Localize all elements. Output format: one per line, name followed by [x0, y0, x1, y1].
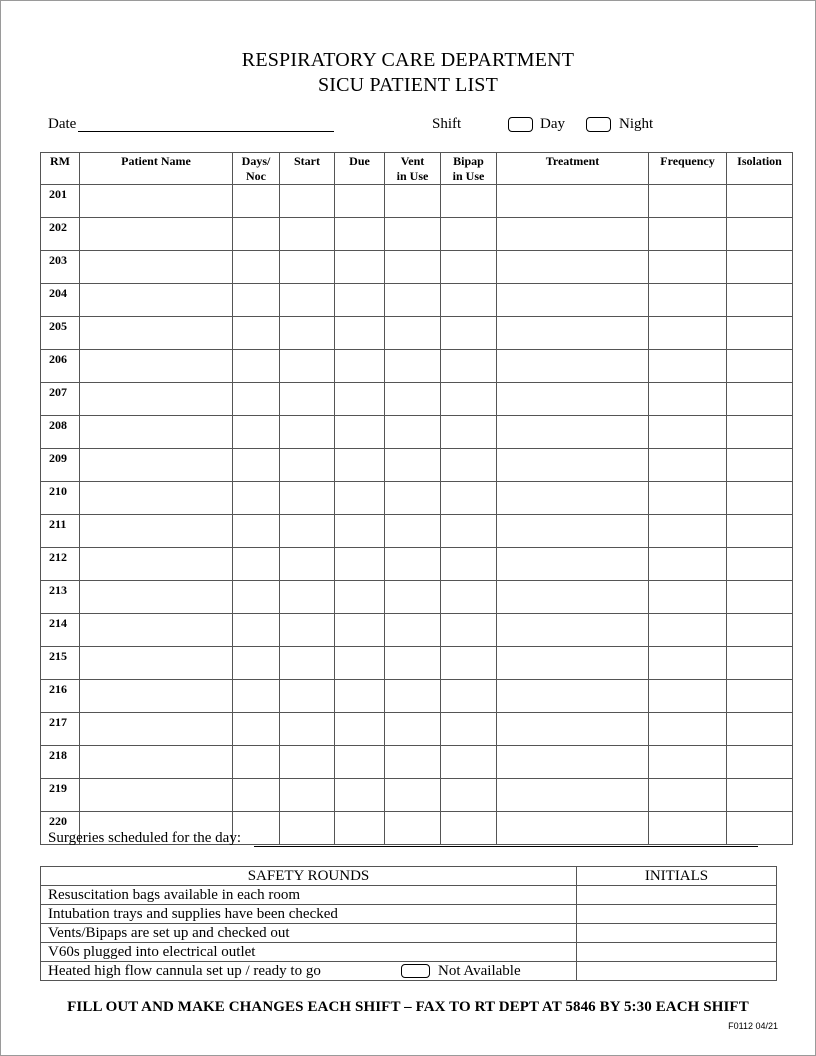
entry-cell[interactable]: [649, 581, 727, 614]
entry-cell[interactable]: [233, 581, 280, 614]
entry-cell[interactable]: [441, 515, 497, 548]
entry-cell[interactable]: [335, 812, 385, 845]
entry-cell[interactable]: [441, 317, 497, 350]
table-row: [41, 515, 793, 548]
room-number: 208: [41, 416, 80, 449]
initials-cell[interactable]: [577, 943, 777, 962]
entry-cell[interactable]: [385, 548, 441, 581]
room-number: 203: [41, 251, 80, 284]
entry-cell[interactable]: [727, 581, 793, 614]
entry-cell[interactable]: [727, 383, 793, 416]
table-row: [41, 284, 793, 317]
room-number: 215: [41, 647, 80, 680]
entry-cell[interactable]: [280, 779, 335, 812]
entry-cell[interactable]: [649, 713, 727, 746]
safety-item-label: Resuscitation bags available in each room: [48, 887, 301, 903]
entry-cell[interactable]: [280, 812, 335, 845]
entry-cell[interactable]: [280, 317, 335, 350]
column-header-line2: in Use: [452, 169, 485, 183]
entry-cell[interactable]: [385, 812, 441, 845]
room-number: 205: [41, 317, 80, 350]
room-number: 216: [41, 680, 80, 713]
surgeries-field[interactable]: [254, 846, 758, 847]
table-row: [41, 548, 793, 581]
entry-cell[interactable]: [335, 218, 385, 251]
entry-cell[interactable]: [441, 185, 497, 218]
entry-cell[interactable]: [385, 416, 441, 449]
entry-cell[interactable]: [233, 251, 280, 284]
entry-cell[interactable]: [497, 416, 649, 449]
entry-cell[interactable]: [385, 185, 441, 218]
entry-cell[interactable]: [335, 680, 385, 713]
entry-cell[interactable]: [727, 251, 793, 284]
entry-cell[interactable]: [649, 812, 727, 845]
entry-cell[interactable]: [280, 482, 335, 515]
entry-cell[interactable]: [385, 218, 441, 251]
room-number: 207: [41, 383, 80, 416]
table-row: [41, 251, 793, 284]
entry-cell[interactable]: [497, 680, 649, 713]
column-header: [649, 153, 727, 185]
entry-cell[interactable]: [441, 284, 497, 317]
room-number: 206: [41, 350, 80, 383]
entry-cell[interactable]: [385, 482, 441, 515]
room-number: 211: [41, 515, 80, 548]
column-header-line1: Vent: [400, 154, 425, 168]
room-number: 212: [41, 548, 80, 581]
entry-cell[interactable]: [335, 581, 385, 614]
initials-header: INITIALS: [577, 867, 777, 886]
column-header-line1: Days/: [241, 154, 271, 168]
entry-cell[interactable]: [280, 713, 335, 746]
entry-cell[interactable]: [335, 251, 385, 284]
room-number: 214: [41, 614, 80, 647]
entry-cell[interactable]: [280, 515, 335, 548]
entry-cell[interactable]: [335, 614, 385, 647]
entry-cell[interactable]: [80, 251, 233, 284]
entry-cell[interactable]: [497, 317, 649, 350]
entry-cell[interactable]: [233, 515, 280, 548]
entry-cell[interactable]: [727, 317, 793, 350]
table-row: [41, 350, 793, 383]
entry-cell[interactable]: [497, 548, 649, 581]
entry-cell[interactable]: [335, 515, 385, 548]
entry-cell[interactable]: [233, 614, 280, 647]
safety-item-cell: [41, 886, 577, 905]
room-number: 201: [41, 185, 80, 218]
entry-cell[interactable]: [441, 713, 497, 746]
entry-cell[interactable]: [497, 185, 649, 218]
entry-cell[interactable]: [727, 449, 793, 482]
entry-cell[interactable]: [335, 647, 385, 680]
entry-cell[interactable]: [441, 746, 497, 779]
column-header-line1: Bipap: [453, 154, 484, 168]
entry-cell[interactable]: [649, 482, 727, 515]
entry-cell[interactable]: [727, 350, 793, 383]
safety-item-row: [41, 962, 777, 981]
column-header-line1: RM: [50, 154, 70, 168]
entry-cell[interactable]: [80, 647, 233, 680]
entry-cell[interactable]: [649, 515, 727, 548]
entry-cell[interactable]: [280, 581, 335, 614]
night-label: Night: [619, 116, 654, 132]
safety-item-wrap: [48, 905, 576, 923]
initials-cell[interactable]: [577, 886, 777, 905]
initials-cell[interactable]: [577, 924, 777, 943]
entry-cell[interactable]: [649, 746, 727, 779]
room-number: 213: [41, 581, 80, 614]
entry-cell[interactable]: [649, 350, 727, 383]
entry-cell[interactable]: [497, 449, 649, 482]
entry-cell[interactable]: [385, 515, 441, 548]
entry-cell[interactable]: [280, 449, 335, 482]
entry-cell[interactable]: [280, 383, 335, 416]
table-row: [41, 185, 793, 218]
form-code: F0112 04/21: [728, 1021, 778, 1031]
entry-cell[interactable]: [80, 416, 233, 449]
entry-cell[interactable]: [233, 482, 280, 515]
column-header: [497, 153, 649, 185]
night-checkbox[interactable]: [586, 117, 611, 132]
safety-item-wrap: [48, 886, 576, 904]
entry-cell[interactable]: [649, 449, 727, 482]
column-header-line1: Start: [294, 154, 320, 168]
entry-cell[interactable]: [80, 482, 233, 515]
entry-cell[interactable]: [233, 185, 280, 218]
entry-cell[interactable]: [727, 614, 793, 647]
table-row: [41, 218, 793, 251]
entry-cell[interactable]: [385, 680, 441, 713]
column-header: [385, 153, 441, 185]
entry-cell[interactable]: [497, 614, 649, 647]
entry-cell[interactable]: [233, 317, 280, 350]
safety-item-cell: [41, 943, 577, 962]
column-header-line2: in Use: [396, 169, 429, 183]
entry-cell[interactable]: [441, 779, 497, 812]
room-number: 218: [41, 746, 80, 779]
entry-cell[interactable]: [727, 548, 793, 581]
safety-item-wrap: [48, 962, 576, 980]
entry-cell[interactable]: [385, 284, 441, 317]
entry-cell[interactable]: [280, 416, 335, 449]
entry-cell[interactable]: [649, 779, 727, 812]
entry-cell[interactable]: [727, 185, 793, 218]
table-row: [41, 383, 793, 416]
entry-cell[interactable]: [80, 350, 233, 383]
date-label: Date: [48, 116, 77, 132]
entry-cell[interactable]: [280, 614, 335, 647]
entry-cell[interactable]: [727, 515, 793, 548]
entry-cell[interactable]: [441, 350, 497, 383]
entry-cell[interactable]: [280, 218, 335, 251]
table-row: [41, 317, 793, 350]
table-row: [41, 449, 793, 482]
entry-cell[interactable]: [80, 548, 233, 581]
entry-cell[interactable]: [80, 581, 233, 614]
list-title: SICU PATIENT LIST: [317, 74, 499, 96]
entry-cell[interactable]: [335, 185, 385, 218]
entry-cell[interactable]: [649, 251, 727, 284]
safety-header-row: [41, 867, 777, 886]
entry-cell[interactable]: [80, 614, 233, 647]
table-header-row: [41, 153, 793, 185]
entry-cell[interactable]: [233, 218, 280, 251]
entry-cell[interactable]: [649, 548, 727, 581]
day-label: Day: [540, 116, 565, 132]
entry-cell[interactable]: [385, 251, 441, 284]
room-number: 217: [41, 713, 80, 746]
not-available-label: Not Available: [438, 963, 521, 979]
entry-cell[interactable]: [649, 383, 727, 416]
column-header: [280, 153, 335, 185]
entry-cell[interactable]: [385, 779, 441, 812]
entry-cell[interactable]: [441, 482, 497, 515]
entry-cell[interactable]: [335, 383, 385, 416]
safety-item-row: [41, 924, 777, 943]
entry-cell[interactable]: [385, 746, 441, 779]
entry-cell[interactable]: [335, 746, 385, 779]
safety-item-cell: [41, 962, 577, 981]
entry-cell[interactable]: [233, 383, 280, 416]
entry-cell[interactable]: [497, 713, 649, 746]
entry-cell[interactable]: [441, 581, 497, 614]
table-row: [41, 581, 793, 614]
table-row: [41, 614, 793, 647]
entry-cell[interactable]: [385, 647, 441, 680]
initials-cell[interactable]: [577, 905, 777, 924]
entry-cell[interactable]: [649, 416, 727, 449]
entry-cell[interactable]: [497, 218, 649, 251]
entry-cell[interactable]: [441, 383, 497, 416]
entry-cell[interactable]: [233, 350, 280, 383]
safety-item-label: Heated high flow cannula set up / ready to go: [48, 963, 321, 979]
entry-cell[interactable]: [80, 680, 233, 713]
column-header-line2: Noc: [246, 169, 266, 183]
entry-cell[interactable]: [385, 317, 441, 350]
entry-cell[interactable]: [727, 416, 793, 449]
entry-cell[interactable]: [441, 812, 497, 845]
column-header: [441, 153, 497, 185]
entry-cell[interactable]: [80, 746, 233, 779]
entry-cell[interactable]: [497, 251, 649, 284]
room-number: 219: [41, 779, 80, 812]
entry-cell[interactable]: [441, 614, 497, 647]
safety-item-wrap: [48, 924, 576, 942]
entry-cell[interactable]: [233, 449, 280, 482]
table-row: [41, 779, 793, 812]
entry-cell[interactable]: [497, 581, 649, 614]
entry-cell[interactable]: [233, 647, 280, 680]
entry-cell[interactable]: [441, 251, 497, 284]
entry-cell[interactable]: [80, 218, 233, 251]
entry-cell[interactable]: [280, 680, 335, 713]
entry-cell[interactable]: [497, 515, 649, 548]
entry-cell[interactable]: [80, 713, 233, 746]
entry-cell[interactable]: [80, 383, 233, 416]
entry-cell[interactable]: [80, 317, 233, 350]
table-row: [41, 647, 793, 680]
safety-item-label: Intubation trays and supplies have been checked: [48, 906, 338, 922]
entry-cell[interactable]: [727, 482, 793, 515]
entry-cell[interactable]: [335, 317, 385, 350]
date-field[interactable]: [78, 131, 334, 132]
column-header-line1: Due: [349, 154, 370, 168]
entry-cell[interactable]: [280, 251, 335, 284]
entry-cell[interactable]: [649, 218, 727, 251]
fax-instruction: FILL OUT AND MAKE CHANGES EACH SHIFT – FAX TO RT DEPT AT 5846 BY 5:30 EACH SHIFT: [67, 999, 749, 1015]
safety-item-cell: [41, 905, 577, 924]
safety-rounds-header: SAFETY ROUNDS: [41, 867, 577, 886]
entry-cell[interactable]: [233, 548, 280, 581]
entry-cell[interactable]: [441, 680, 497, 713]
entry-cell[interactable]: [280, 746, 335, 779]
entry-cell[interactable]: [233, 416, 280, 449]
room-number: 210: [41, 482, 80, 515]
safety-item-row: [41, 943, 777, 962]
entry-cell[interactable]: [727, 680, 793, 713]
safety-rounds-table: [40, 866, 777, 981]
entry-cell[interactable]: [441, 449, 497, 482]
column-header-line1: Isolation: [737, 154, 782, 168]
entry-cell[interactable]: [727, 779, 793, 812]
entry-cell[interactable]: [649, 317, 727, 350]
entry-cell[interactable]: [280, 350, 335, 383]
entry-cell[interactable]: [441, 416, 497, 449]
entry-cell[interactable]: [80, 779, 233, 812]
not-available-checkbox[interactable]: [401, 964, 430, 978]
entry-cell[interactable]: [649, 614, 727, 647]
table-row: [41, 746, 793, 779]
entry-cell[interactable]: [727, 284, 793, 317]
entry-cell[interactable]: [280, 185, 335, 218]
entry-cell[interactable]: [335, 449, 385, 482]
initials-cell[interactable]: [577, 962, 777, 981]
entry-cell[interactable]: [497, 383, 649, 416]
shift-label: Shift: [432, 116, 462, 132]
safety-item-row: [41, 905, 777, 924]
entry-cell[interactable]: [497, 812, 649, 845]
entry-cell[interactable]: [385, 581, 441, 614]
column-header: [41, 153, 80, 185]
entry-cell[interactable]: [385, 614, 441, 647]
entry-cell[interactable]: [649, 647, 727, 680]
room-number: 220: [41, 812, 80, 845]
day-checkbox[interactable]: [508, 117, 533, 132]
column-header-line1: Treatment: [545, 154, 600, 168]
patient-table: [40, 152, 793, 845]
entry-cell[interactable]: [233, 713, 280, 746]
column-header: [233, 153, 280, 185]
entry-cell[interactable]: [385, 350, 441, 383]
entry-cell[interactable]: [80, 284, 233, 317]
entry-cell[interactable]: [80, 185, 233, 218]
entry-cell[interactable]: [80, 515, 233, 548]
entry-cell[interactable]: [441, 548, 497, 581]
entry-cell[interactable]: [385, 383, 441, 416]
entry-cell[interactable]: [280, 548, 335, 581]
entry-cell[interactable]: [727, 812, 793, 845]
entry-cell[interactable]: [280, 284, 335, 317]
entry-cell[interactable]: [335, 713, 385, 746]
safety-item-label: V60s plugged into electrical outlet: [48, 944, 256, 960]
entry-cell[interactable]: [727, 218, 793, 251]
entry-cell[interactable]: [335, 284, 385, 317]
room-number: 209: [41, 449, 80, 482]
table-row: [41, 713, 793, 746]
entry-cell[interactable]: [497, 779, 649, 812]
entry-cell[interactable]: [335, 482, 385, 515]
entry-cell[interactable]: [280, 647, 335, 680]
entry-cell[interactable]: [441, 647, 497, 680]
entry-cell[interactable]: [385, 449, 441, 482]
entry-cell[interactable]: [649, 680, 727, 713]
room-number: 204: [41, 284, 80, 317]
entry-cell[interactable]: [385, 713, 441, 746]
entry-cell[interactable]: [497, 647, 649, 680]
entry-cell[interactable]: [233, 284, 280, 317]
entry-cell[interactable]: [649, 185, 727, 218]
column-header: [335, 153, 385, 185]
entry-cell[interactable]: [233, 746, 280, 779]
table-row: [41, 482, 793, 515]
department-title: RESPIRATORY CARE DEPARTMENT: [241, 49, 575, 71]
table-row: [41, 416, 793, 449]
column-header: [80, 153, 233, 185]
entry-cell[interactable]: [497, 284, 649, 317]
safety-item-row: [41, 886, 777, 905]
entry-cell[interactable]: [335, 350, 385, 383]
safety-item-cell: [41, 924, 577, 943]
entry-cell[interactable]: [497, 746, 649, 779]
entry-cell[interactable]: [335, 779, 385, 812]
entry-cell[interactable]: [497, 482, 649, 515]
entry-cell[interactable]: [233, 779, 280, 812]
column-header-line1: Frequency: [660, 154, 715, 168]
entry-cell[interactable]: [335, 548, 385, 581]
entry-cell[interactable]: [727, 647, 793, 680]
entry-cell[interactable]: [727, 713, 793, 746]
entry-cell[interactable]: [335, 416, 385, 449]
safety-item-label: Vents/Bipaps are set up and checked out: [48, 925, 290, 941]
entry-cell[interactable]: [649, 284, 727, 317]
entry-cell[interactable]: [233, 680, 280, 713]
entry-cell[interactable]: [80, 449, 233, 482]
column-header-line1: Patient Name: [121, 154, 191, 168]
entry-cell[interactable]: [497, 350, 649, 383]
table-row: [41, 680, 793, 713]
column-header: [727, 153, 793, 185]
entry-cell[interactable]: [727, 746, 793, 779]
room-number: 202: [41, 218, 80, 251]
entry-cell[interactable]: [441, 218, 497, 251]
surgeries-label: Surgeries scheduled for the day:: [48, 830, 242, 846]
safety-item-wrap: [48, 943, 576, 961]
